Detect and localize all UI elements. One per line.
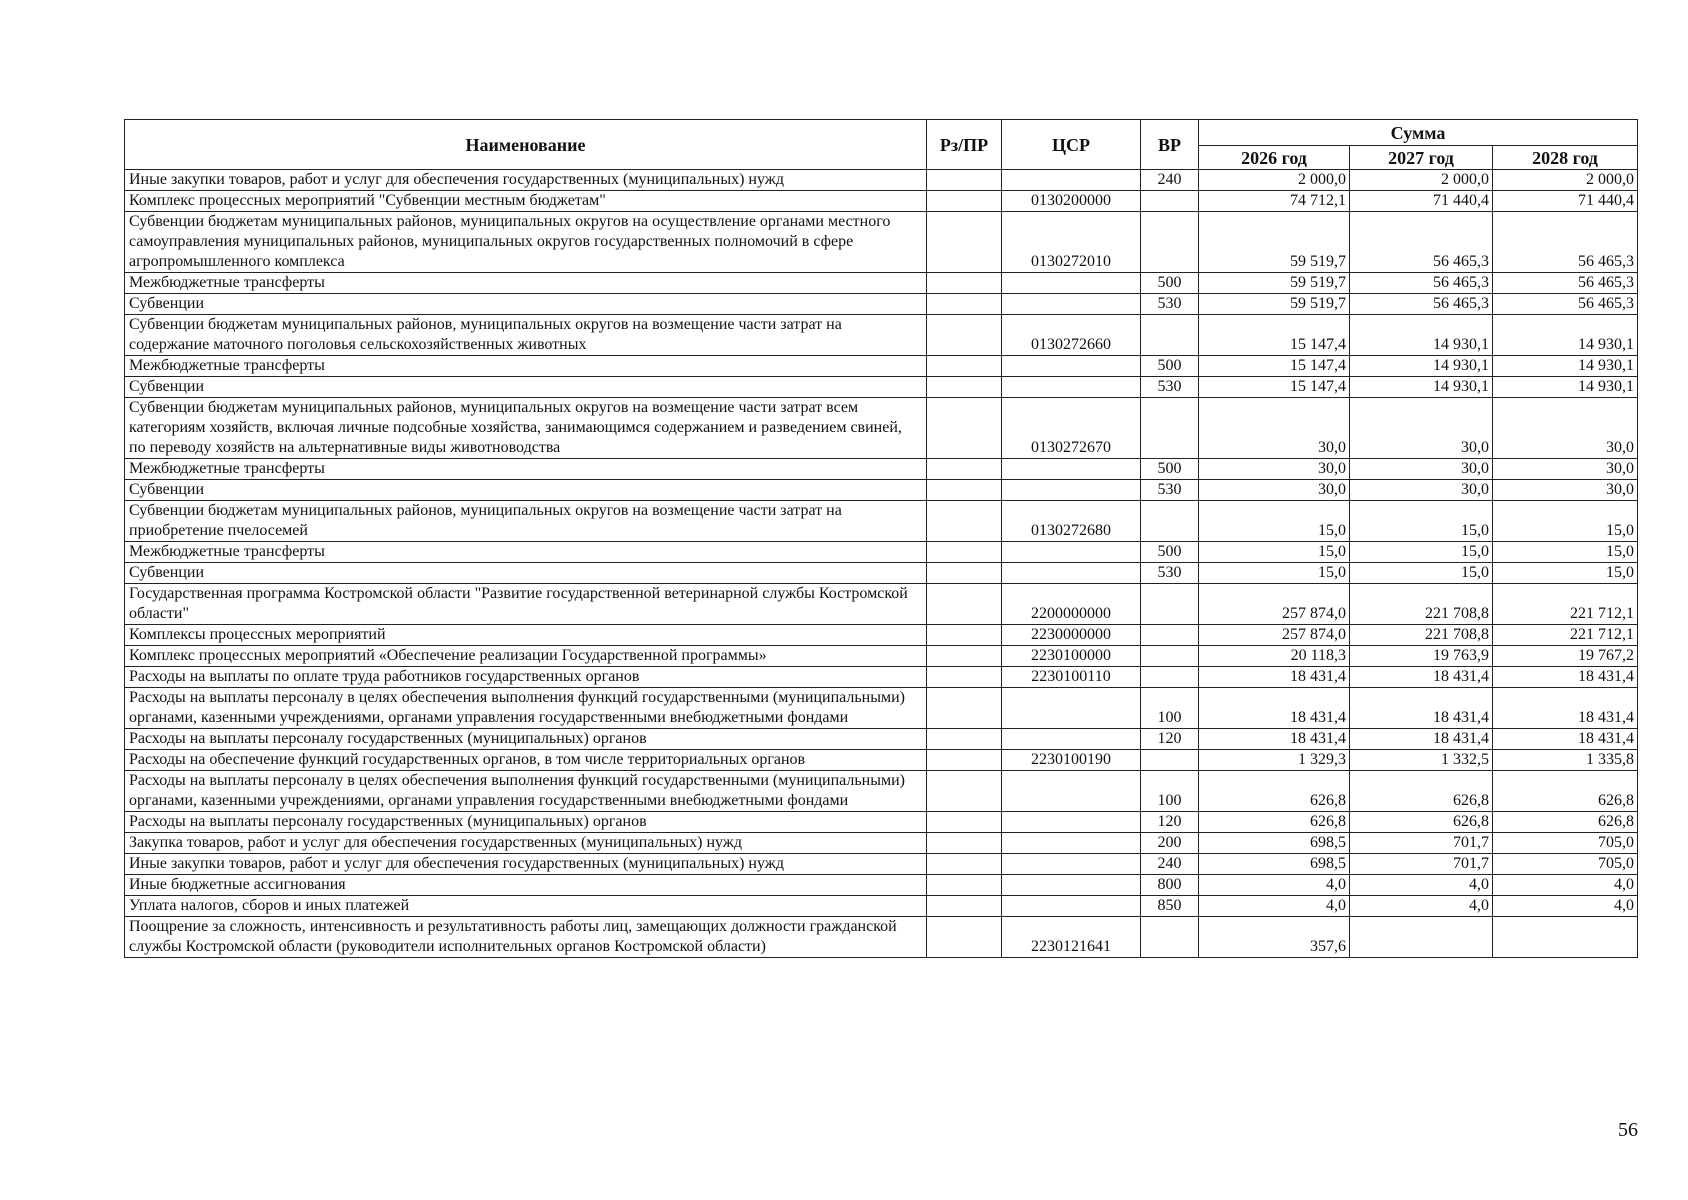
cell-name: Иные бюджетные ассигнования bbox=[125, 875, 927, 896]
cell-csr bbox=[1002, 459, 1141, 480]
cell-2027: 56 465,3 bbox=[1350, 294, 1493, 315]
header-sum: Сумма bbox=[1199, 120, 1638, 146]
cell-csr: 0130272670 bbox=[1002, 398, 1141, 459]
cell-2028: 626,8 bbox=[1493, 812, 1638, 833]
cell-2027: 626,8 bbox=[1350, 812, 1493, 833]
cell-rzpr bbox=[927, 729, 1002, 750]
cell-rzpr bbox=[927, 646, 1002, 667]
cell-vr: 530 bbox=[1141, 377, 1199, 398]
cell-name: Субвенции бюджетам муниципальных районов, муниципальных округов на осуществление органами местного самоуправления муниципальных районов, муниципальных округов государственных полномочий в сфере агропромышленного комплекса bbox=[125, 212, 927, 273]
cell-csr: 2230100000 bbox=[1002, 646, 1141, 667]
cell-2028: 56 465,3 bbox=[1493, 212, 1638, 273]
table-row bbox=[125, 273, 1638, 294]
cell-rzpr bbox=[927, 875, 1002, 896]
cell-2027: 18 431,4 bbox=[1350, 688, 1493, 729]
cell-vr: 120 bbox=[1141, 812, 1199, 833]
cell-vr: 200 bbox=[1141, 833, 1199, 854]
table-row bbox=[125, 191, 1638, 212]
cell-name: Субвенции bbox=[125, 294, 927, 315]
cell-vr: 240 bbox=[1141, 854, 1199, 875]
cell-rzpr bbox=[927, 563, 1002, 584]
cell-2028: 1 335,8 bbox=[1493, 750, 1638, 771]
cell-vr: 100 bbox=[1141, 771, 1199, 812]
cell-2027 bbox=[1350, 917, 1493, 958]
cell-vr bbox=[1141, 667, 1199, 688]
cell-2026: 15,0 bbox=[1199, 563, 1350, 584]
cell-csr bbox=[1002, 480, 1141, 501]
cell-rzpr bbox=[927, 356, 1002, 377]
table-row bbox=[125, 771, 1638, 812]
cell-2028: 221 712,1 bbox=[1493, 625, 1638, 646]
table-row bbox=[125, 294, 1638, 315]
cell-2026: 18 431,4 bbox=[1199, 667, 1350, 688]
cell-rzpr bbox=[927, 501, 1002, 542]
table-header bbox=[125, 120, 1638, 170]
cell-2027: 701,7 bbox=[1350, 854, 1493, 875]
cell-2026: 59 519,7 bbox=[1199, 294, 1350, 315]
cell-2028: 15,0 bbox=[1493, 542, 1638, 563]
header-name: Наименование bbox=[125, 120, 927, 170]
cell-vr: 240 bbox=[1141, 170, 1199, 191]
cell-2028: 14 930,1 bbox=[1493, 377, 1638, 398]
table-row bbox=[125, 356, 1638, 377]
cell-2026: 626,8 bbox=[1199, 812, 1350, 833]
cell-2028: 15,0 bbox=[1493, 501, 1638, 542]
cell-2028: 30,0 bbox=[1493, 480, 1638, 501]
table-row bbox=[125, 667, 1638, 688]
cell-csr: 2230121641 bbox=[1002, 917, 1141, 958]
cell-rzpr bbox=[927, 584, 1002, 625]
cell-vr: 500 bbox=[1141, 273, 1199, 294]
cell-csr: 0130272010 bbox=[1002, 212, 1141, 273]
cell-2028: 14 930,1 bbox=[1493, 356, 1638, 377]
cell-2027: 221 708,8 bbox=[1350, 625, 1493, 646]
cell-2026: 257 874,0 bbox=[1199, 625, 1350, 646]
cell-2028: 626,8 bbox=[1493, 771, 1638, 812]
cell-name: Расходы на выплаты персоналу в целях обеспечения выполнения функций государственными (муниципальными) органами, казенными учреждениями, органами управления государственными внебюджетными фондами bbox=[125, 771, 927, 812]
cell-csr bbox=[1002, 896, 1141, 917]
cell-name: Комплексы процессных мероприятий bbox=[125, 625, 927, 646]
table-row bbox=[125, 688, 1638, 729]
cell-rzpr bbox=[927, 896, 1002, 917]
cell-name: Субвенции bbox=[125, 377, 927, 398]
cell-2028: 18 431,4 bbox=[1493, 667, 1638, 688]
cell-name: Иные закупки товаров, работ и услуг для обеспечения государственных (муниципальных) нужд bbox=[125, 170, 927, 191]
cell-2028: 18 431,4 bbox=[1493, 688, 1638, 729]
table-row bbox=[125, 896, 1638, 917]
cell-2027: 14 930,1 bbox=[1350, 356, 1493, 377]
cell-2027: 2 000,0 bbox=[1350, 170, 1493, 191]
cell-csr bbox=[1002, 356, 1141, 377]
cell-vr bbox=[1141, 212, 1199, 273]
cell-2028: 2 000,0 bbox=[1493, 170, 1638, 191]
cell-2026: 257 874,0 bbox=[1199, 584, 1350, 625]
cell-2026: 30,0 bbox=[1199, 398, 1350, 459]
table-row bbox=[125, 833, 1638, 854]
cell-2028: 19 767,2 bbox=[1493, 646, 1638, 667]
cell-vr: 850 bbox=[1141, 896, 1199, 917]
cell-vr: 500 bbox=[1141, 356, 1199, 377]
cell-name: Комплекс процессных мероприятий «Обеспечение реализации Государственной программы» bbox=[125, 646, 927, 667]
header-rzpr: Рз/ПР bbox=[927, 120, 1002, 170]
cell-2028: 71 440,4 bbox=[1493, 191, 1638, 212]
cell-csr bbox=[1002, 875, 1141, 896]
cell-rzpr bbox=[927, 273, 1002, 294]
cell-rzpr bbox=[927, 667, 1002, 688]
cell-2027: 30,0 bbox=[1350, 459, 1493, 480]
header-year-2026: 2026 год bbox=[1199, 146, 1350, 170]
cell-rzpr bbox=[927, 170, 1002, 191]
cell-name: Расходы на выплаты персоналу государственных (муниципальных) органов bbox=[125, 729, 927, 750]
cell-2026: 59 519,7 bbox=[1199, 212, 1350, 273]
cell-2026: 15,0 bbox=[1199, 542, 1350, 563]
cell-csr bbox=[1002, 833, 1141, 854]
cell-vr: 120 bbox=[1141, 729, 1199, 750]
cell-2026: 15 147,4 bbox=[1199, 315, 1350, 356]
cell-2028: 705,0 bbox=[1493, 854, 1638, 875]
cell-vr: 800 bbox=[1141, 875, 1199, 896]
cell-2028: 15,0 bbox=[1493, 563, 1638, 584]
cell-2028: 30,0 bbox=[1493, 398, 1638, 459]
cell-vr: 530 bbox=[1141, 480, 1199, 501]
cell-rzpr bbox=[927, 771, 1002, 812]
cell-2026: 30,0 bbox=[1199, 480, 1350, 501]
cell-2026: 2 000,0 bbox=[1199, 170, 1350, 191]
table-row bbox=[125, 459, 1638, 480]
cell-2026: 1 329,3 bbox=[1199, 750, 1350, 771]
cell-rzpr bbox=[927, 812, 1002, 833]
cell-2026: 59 519,7 bbox=[1199, 273, 1350, 294]
cell-2028: 18 431,4 bbox=[1493, 729, 1638, 750]
cell-name: Межбюджетные трансферты bbox=[125, 459, 927, 480]
cell-csr: 0130272680 bbox=[1002, 501, 1141, 542]
table-row bbox=[125, 875, 1638, 896]
cell-name: Расходы на выплаты по оплате труда работников государственных органов bbox=[125, 667, 927, 688]
table-row bbox=[125, 542, 1638, 563]
cell-2027: 18 431,4 bbox=[1350, 667, 1493, 688]
cell-csr: 0130272660 bbox=[1002, 315, 1141, 356]
cell-vr: 100 bbox=[1141, 688, 1199, 729]
cell-rzpr bbox=[927, 315, 1002, 356]
cell-name: Расходы на обеспечение функций государственных органов, в том числе территориальных органов bbox=[125, 750, 927, 771]
cell-2026: 18 431,4 bbox=[1199, 688, 1350, 729]
cell-vr: 500 bbox=[1141, 542, 1199, 563]
table-row bbox=[125, 212, 1638, 273]
table-row bbox=[125, 917, 1638, 958]
cell-name: Поощрение за сложность, интенсивность и результативность работы лиц, замещающих должности гражданской службы Костромской области (руководители исполнительных органов Костромской области) bbox=[125, 917, 927, 958]
cell-name: Субвенции bbox=[125, 480, 927, 501]
cell-vr bbox=[1141, 584, 1199, 625]
cell-rzpr bbox=[927, 542, 1002, 563]
cell-2028: 705,0 bbox=[1493, 833, 1638, 854]
cell-2027: 71 440,4 bbox=[1350, 191, 1493, 212]
table-row bbox=[125, 563, 1638, 584]
cell-2026: 4,0 bbox=[1199, 875, 1350, 896]
cell-vr: 530 bbox=[1141, 563, 1199, 584]
cell-vr bbox=[1141, 750, 1199, 771]
table-row bbox=[125, 854, 1638, 875]
cell-csr bbox=[1002, 377, 1141, 398]
cell-2026: 698,5 bbox=[1199, 833, 1350, 854]
cell-2027: 15,0 bbox=[1350, 563, 1493, 584]
cell-rzpr bbox=[927, 917, 1002, 958]
cell-csr bbox=[1002, 563, 1141, 584]
cell-rzpr bbox=[927, 212, 1002, 273]
cell-name: Комплекс процессных мероприятий "Субвенции местным бюджетам" bbox=[125, 191, 927, 212]
cell-2027: 15,0 bbox=[1350, 542, 1493, 563]
cell-csr bbox=[1002, 170, 1141, 191]
cell-csr bbox=[1002, 542, 1141, 563]
cell-csr: 2230100110 bbox=[1002, 667, 1141, 688]
cell-2028: 4,0 bbox=[1493, 875, 1638, 896]
cell-vr bbox=[1141, 315, 1199, 356]
cell-rzpr bbox=[927, 398, 1002, 459]
cell-csr: 2200000000 bbox=[1002, 584, 1141, 625]
table-row bbox=[125, 398, 1638, 459]
cell-name: Межбюджетные трансферты bbox=[125, 273, 927, 294]
cell-csr: 2230000000 bbox=[1002, 625, 1141, 646]
header-csr: ЦСР bbox=[1002, 120, 1141, 170]
cell-2026: 20 118,3 bbox=[1199, 646, 1350, 667]
cell-2028: 56 465,3 bbox=[1493, 294, 1638, 315]
cell-csr bbox=[1002, 771, 1141, 812]
table-row bbox=[125, 646, 1638, 667]
table-body bbox=[125, 170, 1638, 958]
cell-2028: 4,0 bbox=[1493, 896, 1638, 917]
cell-2027: 19 763,9 bbox=[1350, 646, 1493, 667]
cell-2027: 30,0 bbox=[1350, 480, 1493, 501]
cell-name: Уплата налогов, сборов и иных платежей bbox=[125, 896, 927, 917]
header-vr: ВР bbox=[1141, 120, 1199, 170]
cell-vr bbox=[1141, 191, 1199, 212]
cell-csr bbox=[1002, 688, 1141, 729]
cell-2027: 30,0 bbox=[1350, 398, 1493, 459]
cell-vr: 500 bbox=[1141, 459, 1199, 480]
cell-vr bbox=[1141, 625, 1199, 646]
cell-name: Субвенции бюджетам муниципальных районов, муниципальных округов на возмещение части затрат на содержание маточного поголовья сельскохозяйственных животных bbox=[125, 315, 927, 356]
cell-2026: 626,8 bbox=[1199, 771, 1350, 812]
cell-csr: 0130200000 bbox=[1002, 191, 1141, 212]
cell-rzpr bbox=[927, 688, 1002, 729]
cell-2027: 56 465,3 bbox=[1350, 212, 1493, 273]
cell-name: Иные закупки товаров, работ и услуг для обеспечения государственных (муниципальных) нужд bbox=[125, 854, 927, 875]
table-row bbox=[125, 729, 1638, 750]
cell-2027: 15,0 bbox=[1350, 501, 1493, 542]
cell-name: Закупка товаров, работ и услуг для обеспечения государственных (муниципальных) нужд bbox=[125, 833, 927, 854]
cell-2028: 14 930,1 bbox=[1493, 315, 1638, 356]
cell-2028: 30,0 bbox=[1493, 459, 1638, 480]
cell-2026: 74 712,1 bbox=[1199, 191, 1350, 212]
cell-csr bbox=[1002, 273, 1141, 294]
cell-name: Расходы на выплаты персоналу государственных (муниципальных) органов bbox=[125, 812, 927, 833]
cell-rzpr bbox=[927, 625, 1002, 646]
cell-2027: 56 465,3 bbox=[1350, 273, 1493, 294]
cell-2026: 15,0 bbox=[1199, 501, 1350, 542]
cell-2027: 701,7 bbox=[1350, 833, 1493, 854]
cell-rzpr bbox=[927, 459, 1002, 480]
table-row bbox=[125, 480, 1638, 501]
table-row bbox=[125, 315, 1638, 356]
cell-name: Субвенции бюджетам муниципальных районов, муниципальных округов на возмещение части затрат на приобретение пчелосемей bbox=[125, 501, 927, 542]
cell-rzpr bbox=[927, 854, 1002, 875]
cell-name: Государственная программа Костромской области "Развитие государственной ветеринарной службы Костромской области" bbox=[125, 584, 927, 625]
cell-rzpr bbox=[927, 480, 1002, 501]
header-year-2027: 2027 год bbox=[1350, 146, 1493, 170]
cell-2027: 1 332,5 bbox=[1350, 750, 1493, 771]
cell-vr bbox=[1141, 917, 1199, 958]
cell-2027: 626,8 bbox=[1350, 771, 1493, 812]
cell-vr bbox=[1141, 501, 1199, 542]
table-row bbox=[125, 812, 1638, 833]
cell-2028: 221 712,1 bbox=[1493, 584, 1638, 625]
cell-rzpr bbox=[927, 833, 1002, 854]
cell-2026: 698,5 bbox=[1199, 854, 1350, 875]
cell-2027: 14 930,1 bbox=[1350, 315, 1493, 356]
cell-2026: 357,6 bbox=[1199, 917, 1350, 958]
header-year-2028: 2028 год bbox=[1493, 146, 1638, 170]
cell-name: Межбюджетные трансферты bbox=[125, 542, 927, 563]
cell-csr bbox=[1002, 812, 1141, 833]
cell-rzpr bbox=[927, 191, 1002, 212]
cell-csr: 2230100190 bbox=[1002, 750, 1141, 771]
cell-name: Межбюджетные трансферты bbox=[125, 356, 927, 377]
budget-table bbox=[124, 119, 1638, 958]
cell-2027: 14 930,1 bbox=[1350, 377, 1493, 398]
cell-name: Субвенции bbox=[125, 563, 927, 584]
cell-rzpr bbox=[927, 750, 1002, 771]
cell-2026: 18 431,4 bbox=[1199, 729, 1350, 750]
cell-2027: 221 708,8 bbox=[1350, 584, 1493, 625]
cell-2028 bbox=[1493, 917, 1638, 958]
cell-2026: 4,0 bbox=[1199, 896, 1350, 917]
table-row bbox=[125, 170, 1638, 191]
cell-csr bbox=[1002, 294, 1141, 315]
table-row bbox=[125, 501, 1638, 542]
cell-vr: 530 bbox=[1141, 294, 1199, 315]
table-row bbox=[125, 584, 1638, 625]
page-number: 56 bbox=[1618, 1119, 1638, 1141]
cell-csr bbox=[1002, 854, 1141, 875]
cell-2027: 18 431,4 bbox=[1350, 729, 1493, 750]
table-row bbox=[125, 750, 1638, 771]
cell-csr bbox=[1002, 729, 1141, 750]
cell-2027: 4,0 bbox=[1350, 896, 1493, 917]
cell-rzpr bbox=[927, 377, 1002, 398]
cell-vr bbox=[1141, 398, 1199, 459]
cell-2027: 4,0 bbox=[1350, 875, 1493, 896]
cell-vr bbox=[1141, 646, 1199, 667]
cell-rzpr bbox=[927, 294, 1002, 315]
cell-2026: 15 147,4 bbox=[1199, 356, 1350, 377]
table-row bbox=[125, 377, 1638, 398]
table-row bbox=[125, 625, 1638, 646]
cell-2028: 56 465,3 bbox=[1493, 273, 1638, 294]
cell-name: Субвенции бюджетам муниципальных районов, муниципальных округов на возмещение части затрат всем категориям хозяйств, включая личные подсобные хозяйства, занимающимся содержанием и разведением свиней, по переводу хозяйств на альтернативные виды животноводства bbox=[125, 398, 927, 459]
cell-2026: 30,0 bbox=[1199, 459, 1350, 480]
cell-name: Расходы на выплаты персоналу в целях обеспечения выполнения функций государственными (муниципальными) органами, казенными учреждениями, органами управления государственными внебюджетными фондами bbox=[125, 688, 927, 729]
cell-2026: 15 147,4 bbox=[1199, 377, 1350, 398]
